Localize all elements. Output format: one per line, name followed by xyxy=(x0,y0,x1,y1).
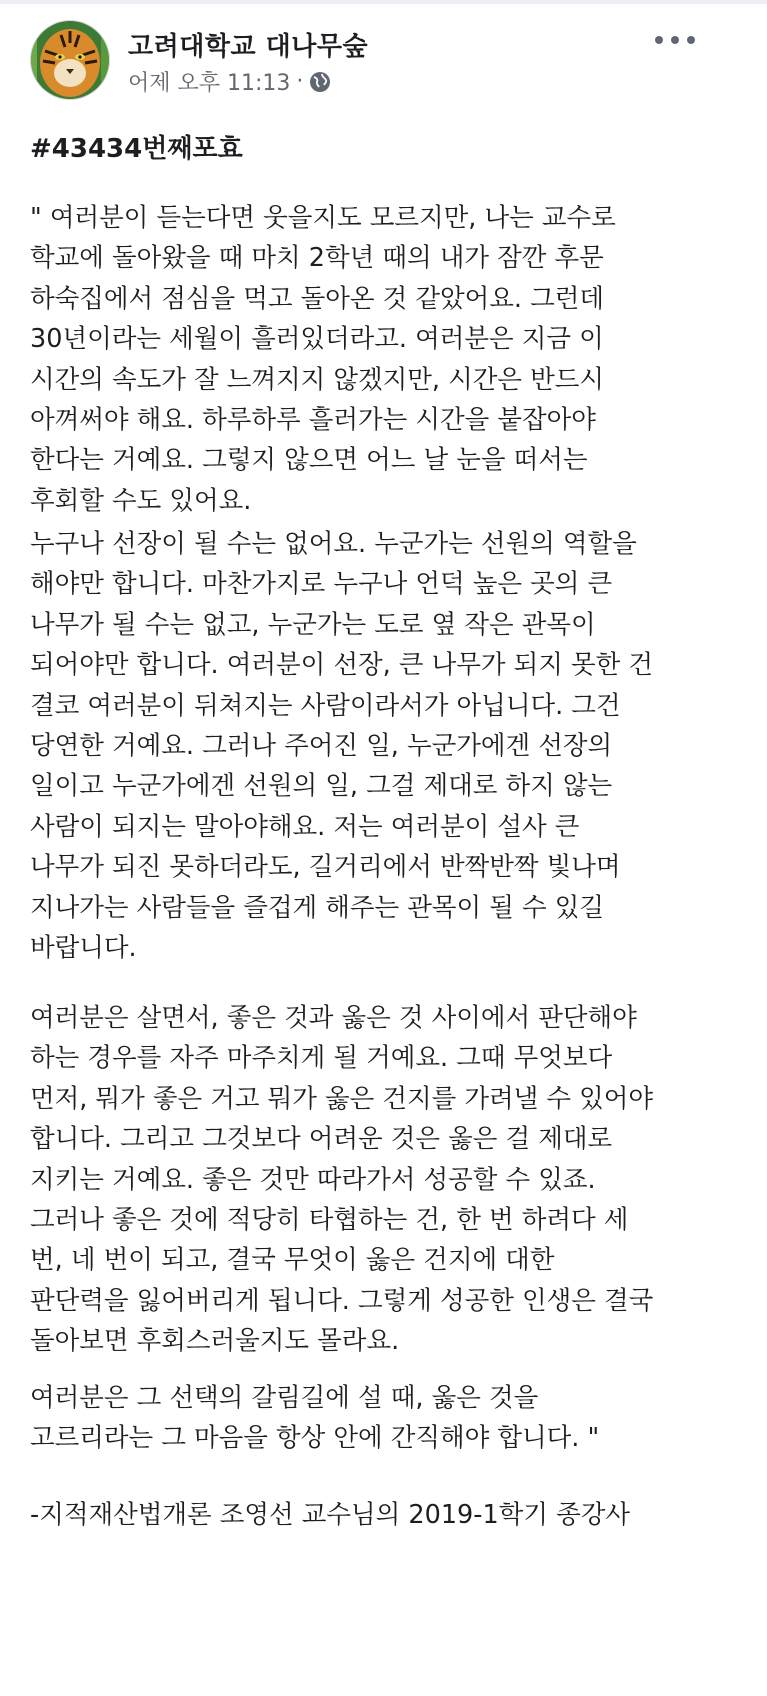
post-paragraph xyxy=(30,524,653,968)
post-text-line: 지키는 거예요. 좋은 것만 따라가서 성공할 수 있죠. xyxy=(30,1164,596,1195)
post-timestamp[interactable]: 어제 오후 11:13 xyxy=(128,71,291,96)
more-options-button[interactable] xyxy=(655,28,695,52)
post-text-line: 당연한 거예요. 그러나 주어진 일, 누군가에겐 선장의 xyxy=(30,730,613,761)
post-text-line: 번, 네 번이 되고, 결국 무엇이 옳은 건지에 대한 xyxy=(30,1245,555,1276)
post-text-line: 돌아보면 후회스러울지도 몰라요. xyxy=(30,1326,400,1357)
more-dot xyxy=(655,36,663,44)
post-text-line: 나무가 되진 못하더라도, 길거리에서 반짝반짝 빛나며 xyxy=(30,852,621,883)
post-text-line: 후회할 수도 있어요. xyxy=(30,485,252,516)
post-text-line: 여러분은 살면서, 좋은 것과 옳은 것 사이에서 판단해야 xyxy=(30,1003,637,1033)
post-text-line: 되어야만 합니다. 여러분이 선장, 큰 나무가 되지 못한 건 xyxy=(30,650,653,681)
post-paragraph xyxy=(30,998,653,1362)
post-text-line: 고르리라는 그 마음을 항상 안에 간직해야 합니다. " xyxy=(30,1423,600,1454)
post-text-line: 지나가는 사람들을 즐겁게 해주는 관목이 될 수 있길 xyxy=(30,892,605,923)
post-text-line: 해야만 합니다. 마찬가지로 누구나 언덕 높은 곳의 큰 xyxy=(30,569,613,600)
more-dot xyxy=(687,36,695,44)
post-text-line: " 여러분이 듣는다면 웃을지도 모르지만, 나는 교수로 xyxy=(30,203,616,233)
post-text-line: 한다는 거예요. 그렇지 않으면 어느 날 눈을 떠서는 xyxy=(30,445,588,476)
post-paragraph xyxy=(30,198,616,521)
post-text-line: 그러나 좋은 것에 적당히 타협하는 건, 한 번 하려다 세 xyxy=(30,1204,629,1235)
post-text-line: 먼저, 뭐가 좋은 거고 뭐가 옳은 건지를 가려낼 수 있어야 xyxy=(30,1083,653,1114)
globe-icon xyxy=(309,71,331,93)
page-name[interactable]: 고려대학교 대나무숲 xyxy=(128,32,369,62)
page-avatar[interactable] xyxy=(30,20,110,100)
post-text-line: 사람이 되지는 말아야해요. 저는 여러분이 설사 큰 xyxy=(30,811,580,842)
post-text-line: 나무가 될 수는 없고, 누군가는 도로 옆 작은 관목이 xyxy=(30,609,596,640)
post-paragraph xyxy=(30,1378,599,1459)
post-text-line: 일이고 누군가에겐 선원의 일, 그걸 제대로 하지 않는 xyxy=(30,771,613,802)
post-text-line: 여러분은 그 선택의 갈림길에 설 때, 옳은 것을 xyxy=(30,1383,539,1413)
post-hashtag[interactable]: #43434번째포효 xyxy=(30,134,243,164)
post-text-line: -지적재산법개론 조영선 교수님의 2019-1학기 종강사 xyxy=(30,1500,630,1530)
post-text-line: 누구나 선장이 될 수는 없어요. 누군가는 선원의 역할을 xyxy=(30,529,637,559)
post-text-line: 하는 경우를 자주 마주치게 될 거예요. 그때 무엇보다 xyxy=(30,1043,613,1074)
post-text-line: 아껴써야 해요. 하루하루 흘러가는 시간을 붙잡아야 xyxy=(30,404,596,435)
post-text-line: 시간의 속도가 잘 느껴지지 않겠지만, 시간은 반드시 xyxy=(30,364,605,395)
post-text-line: 30년이라는 세월이 흘러있더라고. 여러분은 지금 이 xyxy=(30,324,604,355)
post-text-line: 바랍니다. xyxy=(30,932,137,963)
post-text-line: 학교에 돌아왔을 때 마치 2학년 때의 내가 잠깐 후문 xyxy=(30,243,604,274)
post-text-line: 합니다. 그리고 그것보다 어려운 것은 옳은 걸 제대로 xyxy=(30,1124,613,1155)
top-divider xyxy=(0,0,767,4)
meta-separator: · xyxy=(296,69,304,94)
post-paragraph xyxy=(30,1495,630,1535)
post-text-line: 결코 여러분이 뒤쳐지는 사람이라서가 아닙니다. 그건 xyxy=(30,690,621,721)
post-text-line: 하숙집에서 점심을 먹고 돌아온 것 같았어요. 그런데 xyxy=(30,283,605,314)
post-text-line: 판단력을 잃어버리게 됩니다. 그렇게 성공한 인생은 결국 xyxy=(30,1285,654,1316)
post-meta xyxy=(128,66,331,97)
more-dot xyxy=(671,36,679,44)
